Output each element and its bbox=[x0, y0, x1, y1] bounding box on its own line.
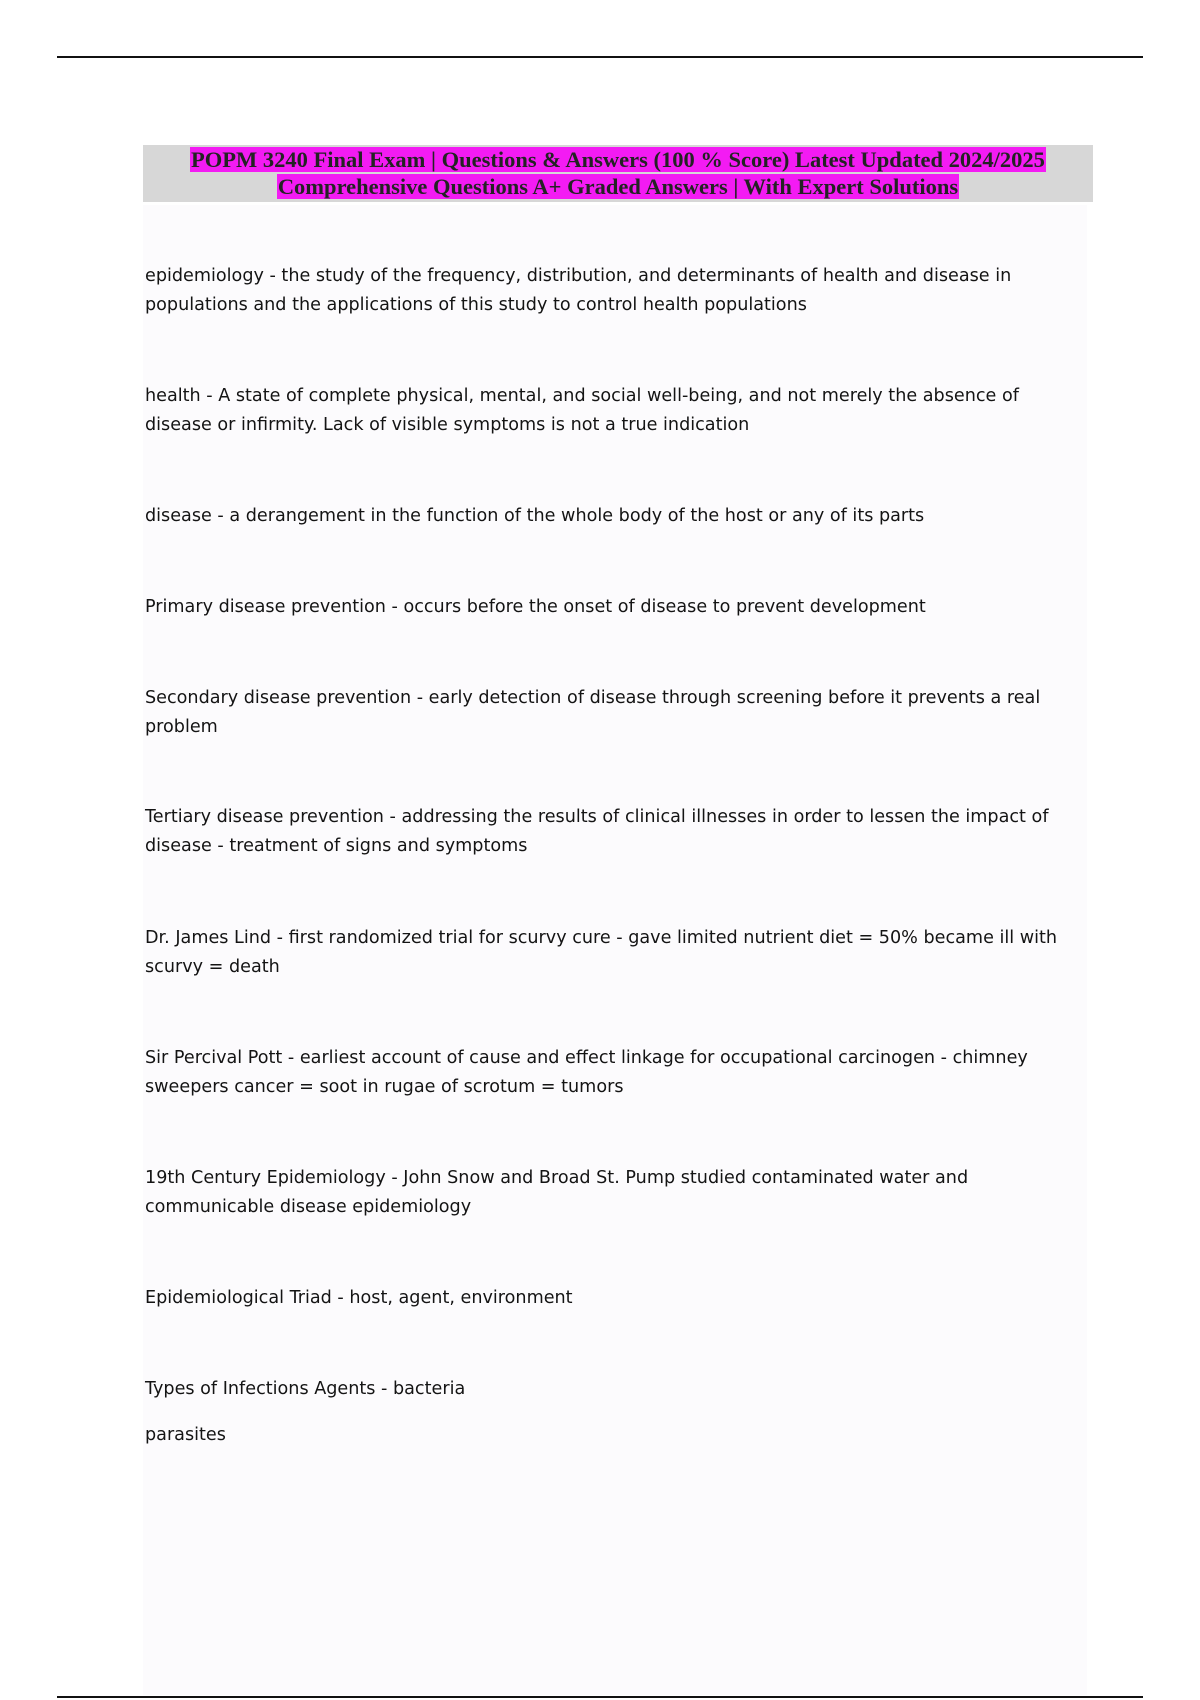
document-title-line-1: POPM 3240 Final Exam | Questions & Answers (100 % Score) Latest Updated 2024/2025 bbox=[191, 147, 1045, 172]
definition-entry: disease - a derangement in the function of the whole body of the host or any of its parts bbox=[145, 506, 925, 526]
definition-entry: Sir Percival Pott - earliest account of cause and effect linkage for occupational carcinogen - chimney sweepers cancer = soot in rugae of scrotum = tumors bbox=[145, 1048, 1028, 1097]
definition-entry: parasites bbox=[145, 1425, 226, 1445]
definition-entry: epidemiology - the study of the frequency, distribution, and determinants of health and disease in populations and the applications of this study to control health populations bbox=[145, 266, 1012, 315]
definition-entry: Types of Infections Agents - bacteria bbox=[145, 1379, 466, 1399]
document-title-line-2: Comprehensive Questions A+ Graded Answers | With Expert Solutions bbox=[277, 174, 959, 199]
definition-entry: health - A state of complete physical, mental, and social well-being, and not merely the absence of disease or infirmity. Lack of visible symptoms is not a true indication bbox=[145, 386, 1019, 435]
definition-entry: Primary disease prevention - occurs before the onset of disease to prevent development bbox=[145, 597, 926, 617]
definition-entry: Tertiary disease prevention - addressing the results of clinical illnesses in order to lessen the impact of disease - treatment of signs and symptoms bbox=[145, 807, 1049, 856]
definition-entry: Dr. James Lind - first randomized trial for scurvy cure - gave limited nutrient diet = 50% became ill with scurvy = death bbox=[145, 928, 1058, 977]
definition-entry: 19th Century Epidemiology - John Snow and Broad St. Pump studied contaminated water and communicable disease epidemiology bbox=[145, 1168, 969, 1217]
top-rule bbox=[57, 56, 1143, 58]
bottom-rule bbox=[57, 1696, 1143, 1698]
definition-entry: Epidemiological Triad - host, agent, environment bbox=[145, 1288, 573, 1308]
document-title bbox=[143, 145, 1093, 202]
definition-entry: Secondary disease prevention - early detection of disease through screening before it prevents a real problem bbox=[145, 688, 1041, 737]
